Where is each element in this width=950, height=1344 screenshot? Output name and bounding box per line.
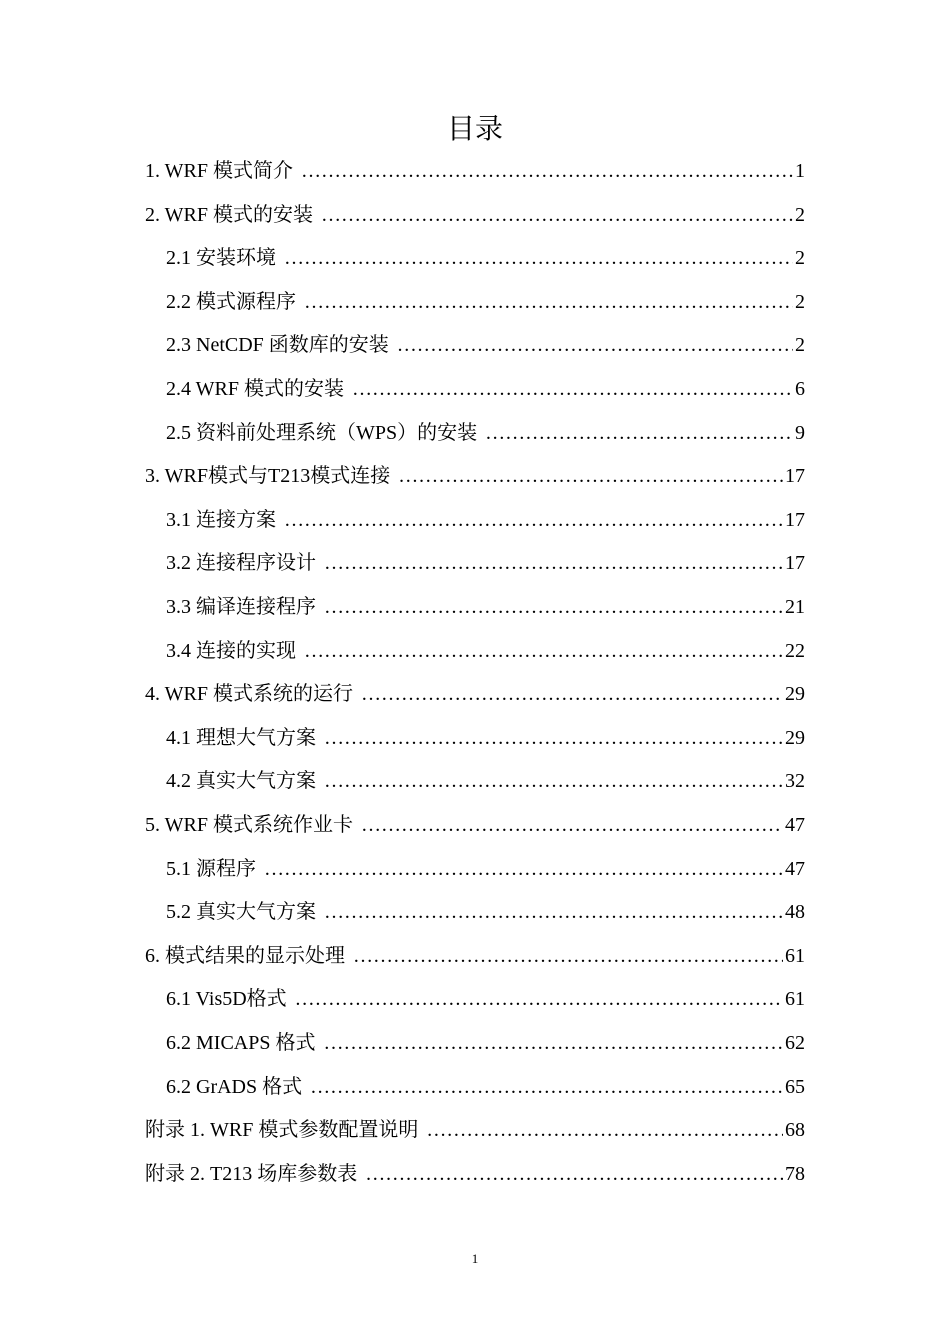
toc-entry [166, 373, 805, 405]
page-number: 1 [471, 1251, 479, 1266]
toc-entry-page: 22 [785, 639, 805, 662]
toc-entry-page: 29 [785, 726, 805, 749]
toc-entry-label: 6. 模式结果的显示处理 [145, 944, 345, 967]
toc-entry [166, 547, 805, 579]
toc-entry-label: 3.1 连接方案 [166, 508, 276, 531]
toc-entry [166, 635, 805, 667]
toc-entry-page: 2 [795, 290, 805, 313]
toc-entry [166, 1027, 805, 1059]
toc-entry-label: 6.1 Vis5D格式 [166, 988, 287, 1011]
toc-entry-page: 65 [785, 1075, 805, 1098]
toc-entry-label: 6.2 MICAPS 格式 [166, 1032, 316, 1054]
toc-entry-label: 6.2 GrADS 格式 [166, 1075, 303, 1098]
page-title: 目录 [446, 114, 503, 145]
toc-entry [166, 504, 805, 536]
toc-entry-page: 47 [785, 814, 805, 836]
toc-entry-label: 4.2 真实大气方案 [166, 770, 316, 793]
toc-dot-leader [304, 286, 793, 318]
toc-entry [145, 1114, 805, 1146]
toc-entry-label: 5. WRF 模式系统作业卡 [145, 814, 353, 836]
toc-entry-label: 3.4 连接的实现 [166, 639, 296, 662]
toc-entry [145, 1158, 805, 1190]
toc-dot-leader [365, 1158, 783, 1190]
toc-entry [166, 242, 805, 274]
toc-entry-label: 3.3 编译连接程序 [166, 596, 316, 618]
toc-entry-page: 17 [785, 508, 805, 531]
toc-dot-leader [352, 373, 793, 405]
toc-entry [145, 199, 805, 231]
toc-entry-page: 29 [785, 683, 805, 706]
toc-entry-label: 5.1 源程序 [166, 857, 256, 880]
toc-entry [166, 329, 805, 361]
toc-entry [145, 678, 805, 710]
toc-entry-page: 47 [785, 857, 805, 880]
toc-dot-leader [397, 329, 793, 361]
toc-entry-page: 68 [785, 1119, 805, 1142]
toc-entry [166, 765, 805, 797]
toc-entry [166, 286, 805, 318]
toc-entry [145, 809, 805, 841]
toc-entry-label: 2.5 资料前处理系统（WPS）的安装 [166, 421, 478, 444]
toc-entry-label: 3. WRF模式与T213模式连接 [145, 465, 391, 488]
toc-dot-leader [321, 199, 793, 231]
toc-entry [166, 983, 805, 1015]
toc-entry [145, 940, 805, 972]
toc-entry-label: 5.2 真实大气方案 [166, 901, 316, 924]
toc-dot-leader [324, 591, 783, 623]
toc-entry [166, 1071, 805, 1103]
toc-entry-page: 62 [785, 1032, 805, 1054]
toc-entry-page: 2 [795, 203, 805, 226]
toc-entry-page: 2 [795, 247, 805, 270]
toc-entry-page: 9 [795, 421, 805, 444]
toc-entry [166, 722, 805, 754]
toc-entry [166, 417, 805, 449]
toc-entry-label: 附录 2. T213 场库参数表 [145, 1162, 358, 1185]
toc-entry-page: 32 [785, 770, 805, 793]
toc-entry-page: 78 [785, 1162, 805, 1185]
toc-entry-page: 17 [785, 465, 805, 488]
toc-entry-page: 17 [785, 552, 805, 575]
toc-dot-leader [324, 547, 783, 579]
toc-entry-label: 4.1 理想大气方案 [166, 726, 316, 749]
toc-entry-label: 附录 1. WRF 模式参数配置说明 [145, 1119, 419, 1142]
toc-entry-page: 61 [785, 988, 805, 1011]
toc-entry-page: 21 [785, 596, 805, 618]
toc-entry [166, 853, 805, 885]
toc-entry-label: 2. WRF 模式的安装 [145, 203, 313, 226]
toc-dot-leader [361, 678, 783, 710]
toc-entry-page: 1 [795, 160, 805, 182]
toc-dot-leader [324, 765, 783, 797]
toc-dot-leader [426, 1114, 783, 1146]
toc-entry [145, 155, 805, 187]
toc-entry-label: 1. WRF 模式简介 [145, 160, 293, 182]
toc-dot-leader [324, 896, 783, 928]
toc-entry-page: 61 [785, 944, 805, 967]
toc-entry-label: 2.4 WRF 模式的安装 [166, 378, 344, 400]
toc-dot-leader [485, 417, 793, 449]
toc-dot-leader [264, 853, 783, 885]
toc-dot-leader [284, 504, 783, 536]
toc-entry [166, 591, 805, 623]
toc-dot-leader [323, 1027, 783, 1059]
toc-dot-leader [304, 635, 783, 667]
toc-entry-label: 2.2 模式源程序 [166, 290, 296, 313]
toc-entry-label: 4. WRF 模式系统的运行 [145, 683, 353, 706]
toc-dot-leader [295, 983, 783, 1015]
toc-entry-label: 3.2 连接程序设计 [166, 552, 316, 575]
toc-dot-leader [310, 1071, 783, 1103]
toc-dot-leader [361, 809, 783, 841]
toc-dot-leader [353, 940, 783, 972]
toc-entry [145, 460, 805, 492]
toc-entry [166, 896, 805, 928]
toc-entry-page: 2 [795, 334, 805, 357]
toc-entry-label: 2.3 NetCDF 函数库的安装 [166, 334, 389, 357]
toc-entry-page: 48 [785, 901, 805, 924]
toc-dot-leader [398, 460, 783, 492]
toc-entry-page: 6 [795, 378, 805, 400]
toc-dot-leader [284, 242, 793, 274]
toc-entry-label: 2.1 安装环境 [166, 247, 276, 270]
toc-dot-leader [301, 155, 793, 187]
toc-dot-leader [324, 722, 783, 754]
